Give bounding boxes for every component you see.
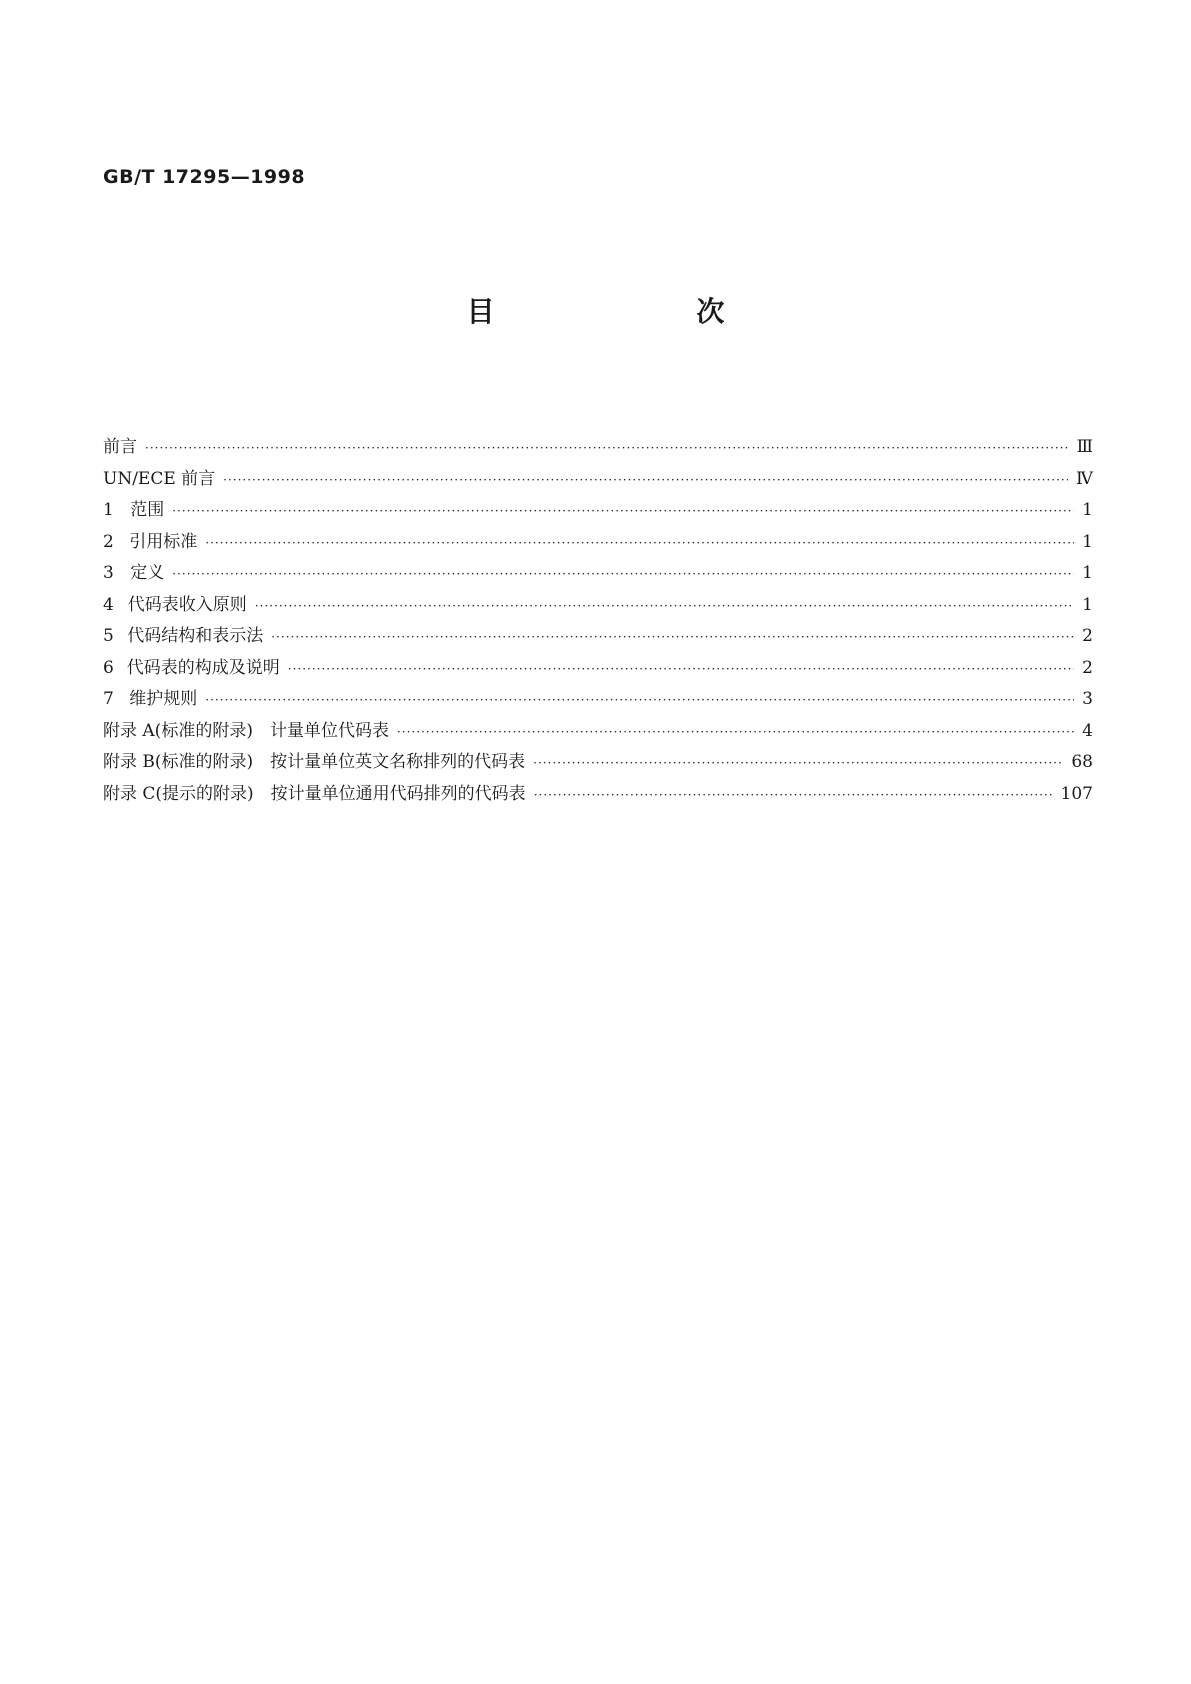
table-of-contents: [103, 432, 1093, 810]
standard-code: GB/T 17295—1998: [103, 166, 306, 188]
toc-entry-page: 2: [1082, 657, 1093, 678]
toc-leader-dots: [205, 693, 1074, 707]
toc-entry[interactable]: [103, 653, 1093, 685]
toc-entry-number: 7: [103, 689, 114, 709]
toc-entry-number: 4: [103, 594, 114, 615]
toc-entry-label: 附录 B(标准的附录) 按计量单位英文名称排列的代码表: [103, 752, 526, 772]
toc-entry-label: 代码结构和表示法: [127, 626, 264, 646]
toc-entry-number: 1: [103, 500, 114, 520]
toc-entry-page: 68: [1071, 752, 1093, 772]
toc-entry-label: 引用标准: [129, 531, 198, 552]
toc-entry[interactable]: [103, 590, 1093, 622]
toc-entry[interactable]: [103, 621, 1093, 653]
toc-entry-label: 代码表收入原则: [127, 594, 247, 615]
toc-leader-dots: [145, 441, 1069, 455]
toc-leader-dots: [223, 473, 1068, 487]
toc-entry[interactable]: [103, 779, 1093, 811]
page-title: 目 次: [466, 295, 821, 328]
toc-entry[interactable]: [103, 558, 1093, 590]
toc-entry-page: 1: [1082, 594, 1093, 615]
toc-entry[interactable]: [103, 527, 1093, 559]
toc-leader-dots: [288, 662, 1074, 676]
toc-entry-label: 维护规则: [129, 689, 198, 709]
toc-entry-label: 定义: [130, 563, 165, 583]
toc-entry-label: 附录 A(标准的附录) 计量单位代码表: [103, 720, 389, 741]
toc-entry[interactable]: [103, 464, 1093, 496]
toc-entry-label: 范围: [130, 500, 165, 520]
toc-entry-label: UN/ECE 前言: [103, 468, 216, 489]
toc-entry-label: 附录 C(提示的附录) 按计量单位通用代码排列的代码表: [103, 783, 526, 804]
toc-entry-page: 4: [1082, 720, 1093, 741]
toc-entry-label: 代码表的构成及说明: [126, 657, 280, 678]
toc-entry[interactable]: [103, 684, 1093, 716]
toc-entry-number: 5: [103, 626, 114, 646]
toc-entry-number: 3: [103, 563, 114, 583]
toc-entry-number: 6: [103, 657, 114, 678]
toc-entry-page: 1: [1082, 563, 1093, 583]
toc-entry[interactable]: [103, 747, 1093, 779]
toc-leader-dots: [534, 788, 1053, 802]
toc-leader-dots: [172, 504, 1074, 518]
toc-entry-page: 3: [1082, 689, 1093, 709]
toc-entry-label: 前言: [103, 437, 137, 457]
toc-entry-page: 1: [1082, 500, 1093, 520]
toc-leader-dots: [271, 630, 1074, 644]
toc-leader-dots: [397, 725, 1074, 739]
toc-leader-dots: [172, 567, 1074, 581]
toc-entry[interactable]: [103, 495, 1093, 527]
toc-entry[interactable]: [103, 716, 1093, 748]
toc-entry-number: 2: [103, 531, 114, 552]
toc-entry-page: 107: [1060, 783, 1093, 804]
toc-entry[interactable]: [103, 432, 1093, 464]
toc-entry-page: Ⅳ: [1076, 468, 1093, 489]
toc-leader-dots: [533, 756, 1063, 770]
toc-entry-page: 2: [1082, 626, 1093, 646]
toc-entry-page: 1: [1082, 531, 1093, 552]
toc-leader-dots: [255, 599, 1074, 613]
toc-entry-page: Ⅲ: [1076, 437, 1093, 457]
toc-leader-dots: [205, 536, 1074, 550]
